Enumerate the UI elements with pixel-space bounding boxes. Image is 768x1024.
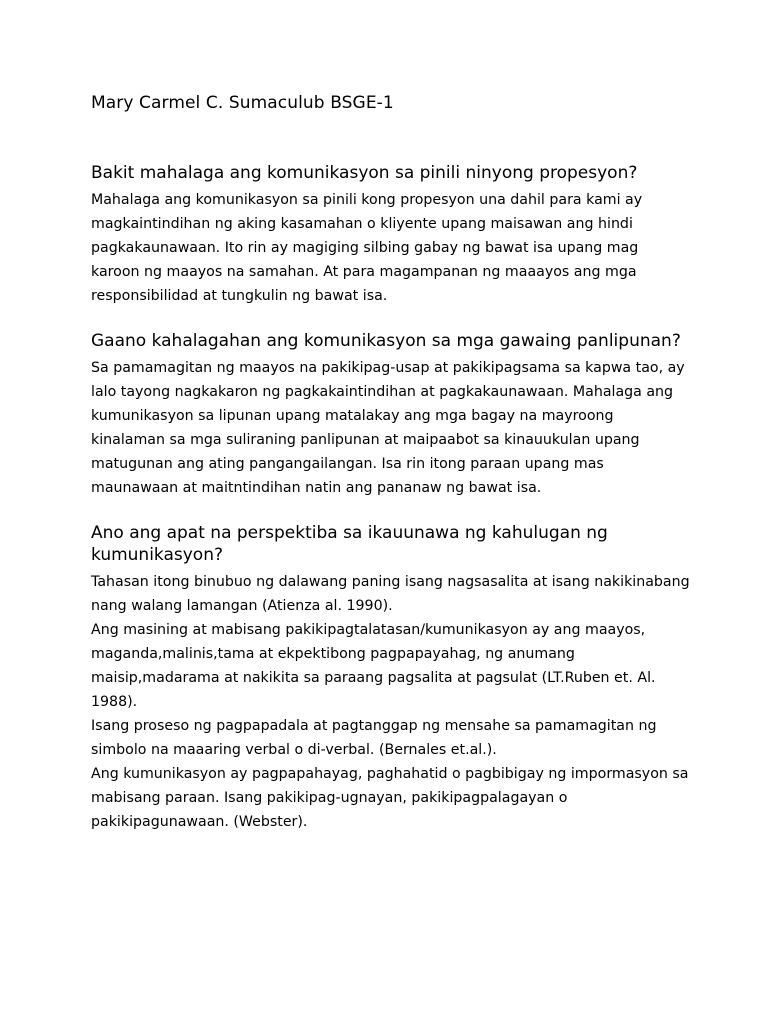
question-heading: Bakit mahalaga ang komunikasyon sa pinili ninyong propesyon?: [91, 163, 638, 183]
answer-text: [91, 188, 691, 308]
answer-paragraph: Mahalaga ang komunikasyon sa pinili kong propesyon una dahil para kami ay magkaintindihan ng aking kasamahan o kliyente upang maisawan ang hindi pagkakaunawaan. Ito rin ay magiging silbing gabay ng bawat isa upang mag karoon ng maayos na samahan. At para magampanan ng maaayos ang mga responsibilidad at tungkulin ng bawat isa.: [91, 192, 643, 304]
document-content: [91, 90, 691, 856]
answer-paragraph: Ang masining at mabisang pakikipagtalatasan/kumunikasyon ay ang maayos, maganda,malinis,tama at ekpektibong pagpapayahag, ng anumang maisip,madarama at nakikita sa paraang pagsalita at pagsulat (LT.Ruben et. Al. 1988).: [91, 622, 656, 710]
section-3: [91, 522, 691, 834]
question-heading: Gaano kahalagahan ang komunikasyon sa mga gawaing panlipunan?: [91, 331, 681, 351]
section-2: [91, 330, 691, 500]
answer-paragraph: Tahasan itong binubuo ng dalawang paning isang nagsasalita at isang nakikinabang nang walang lamangan (Atienza al. 1990).: [91, 574, 690, 614]
author-line: Mary Carmel C. Sumaculub BSGE-1: [91, 93, 394, 113]
answer-paragraph: Isang proseso ng pagpapadala at pagtanggap ng mensahe sa pamamagitan ng simbolo na maaaring verbal o di-verbal. (Bernales et.al.).: [91, 718, 657, 758]
question-heading: Ano ang apat na perspektiba sa ikauunawa ng kahulugan ng kumunikasyon?: [91, 523, 608, 565]
answer-paragraph: Sa pamamagitan ng maayos na pakikipag-usap at pakikipagsama sa kapwa tao, ay lalo tayong nagkakaron ng pagkakaintindihan at pagkakaunawaan. Mahalaga ang kumunikasyon sa lipunan upang matalakay ang mga bagay na mayroong kinalaman sa mga suliraning panlipunan at maipaabot sa kinauukulan upang matugunan ang ating pangangailangan. Isa rin itong paraan upang mas maunawaan at maitntindihan natin ang pananaw ng bawat isa.: [91, 360, 685, 496]
section-1: [91, 162, 691, 308]
answer-text: [91, 356, 691, 500]
answer-paragraph: Ang kumunikasyon ay pagpapahayag, paghahatid o pagbibigay ng impormasyon sa mabisang paraan. Isang pakikipag-ugnayan, pakikipagpalagayan o pakikipagunawaan. (Webster).: [91, 766, 689, 830]
answer-text: [91, 570, 691, 834]
